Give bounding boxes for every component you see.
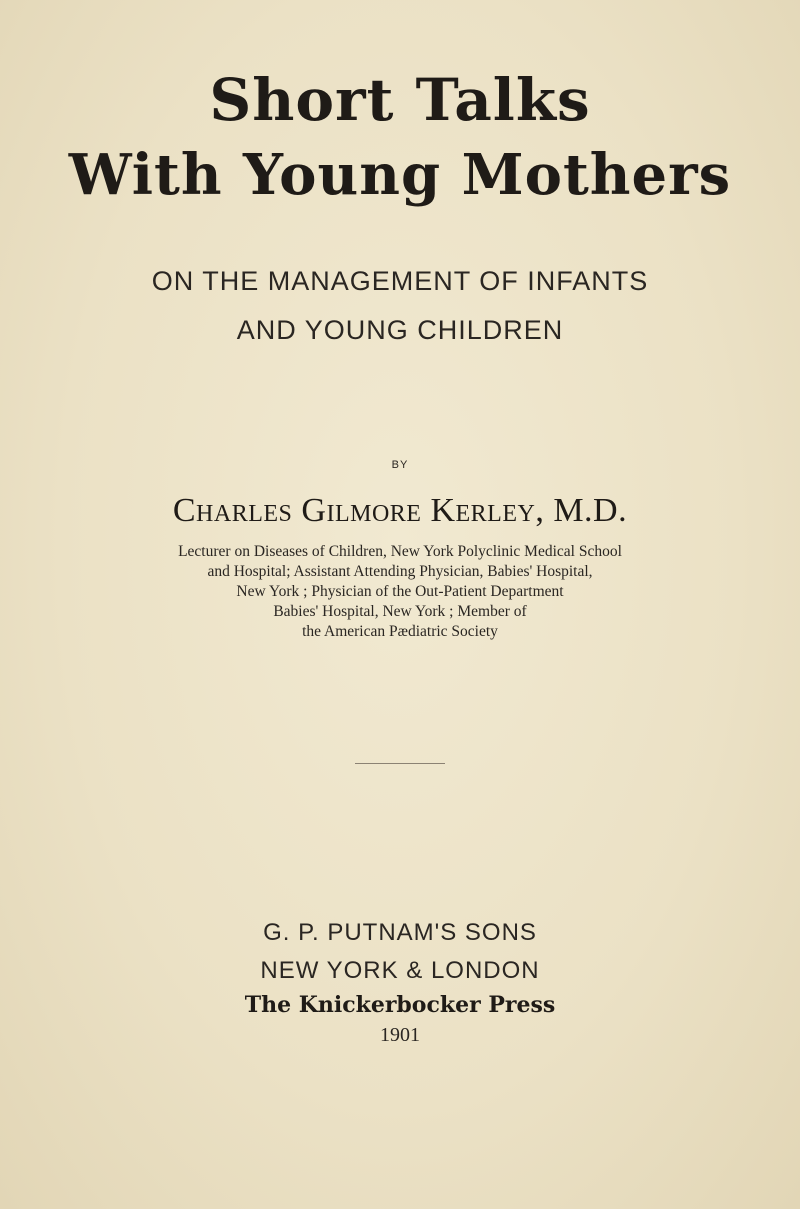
credential-line: Lecturer on Diseases of Children, New York Polyclinic Medical School (178, 543, 622, 560)
by-label: BY (391, 459, 409, 471)
credential-line: Babies' Hospital, New York ; Member of (273, 603, 527, 620)
title-line-1: Short Talks (209, 66, 591, 134)
subtitle-line-2: AND YOUNG CHILDREN (236, 315, 564, 345)
publisher-location: NEW YORK & LONDON (260, 957, 540, 984)
title-line-2: With Young Mothers (68, 142, 732, 208)
credential-line: the American Pædiatric Society (302, 623, 498, 640)
publication-year: 1901 (380, 1024, 420, 1046)
divider-rule (355, 763, 445, 764)
credential-line: and Hospital; Assistant Attending Physician, Babies' Hospital, (207, 563, 593, 580)
publisher-name: G. P. PUTNAM'S SONS (263, 919, 537, 946)
author-name: Charles Gilmore Kerley, M.D. (172, 492, 628, 529)
subtitle-line-1: ON THE MANAGEMENT OF INFANTS (151, 266, 649, 296)
publisher-press: The Knickerbocker Press (244, 992, 556, 1018)
credential-line: New York ; Physician of the Out-Patient Department (236, 583, 564, 600)
